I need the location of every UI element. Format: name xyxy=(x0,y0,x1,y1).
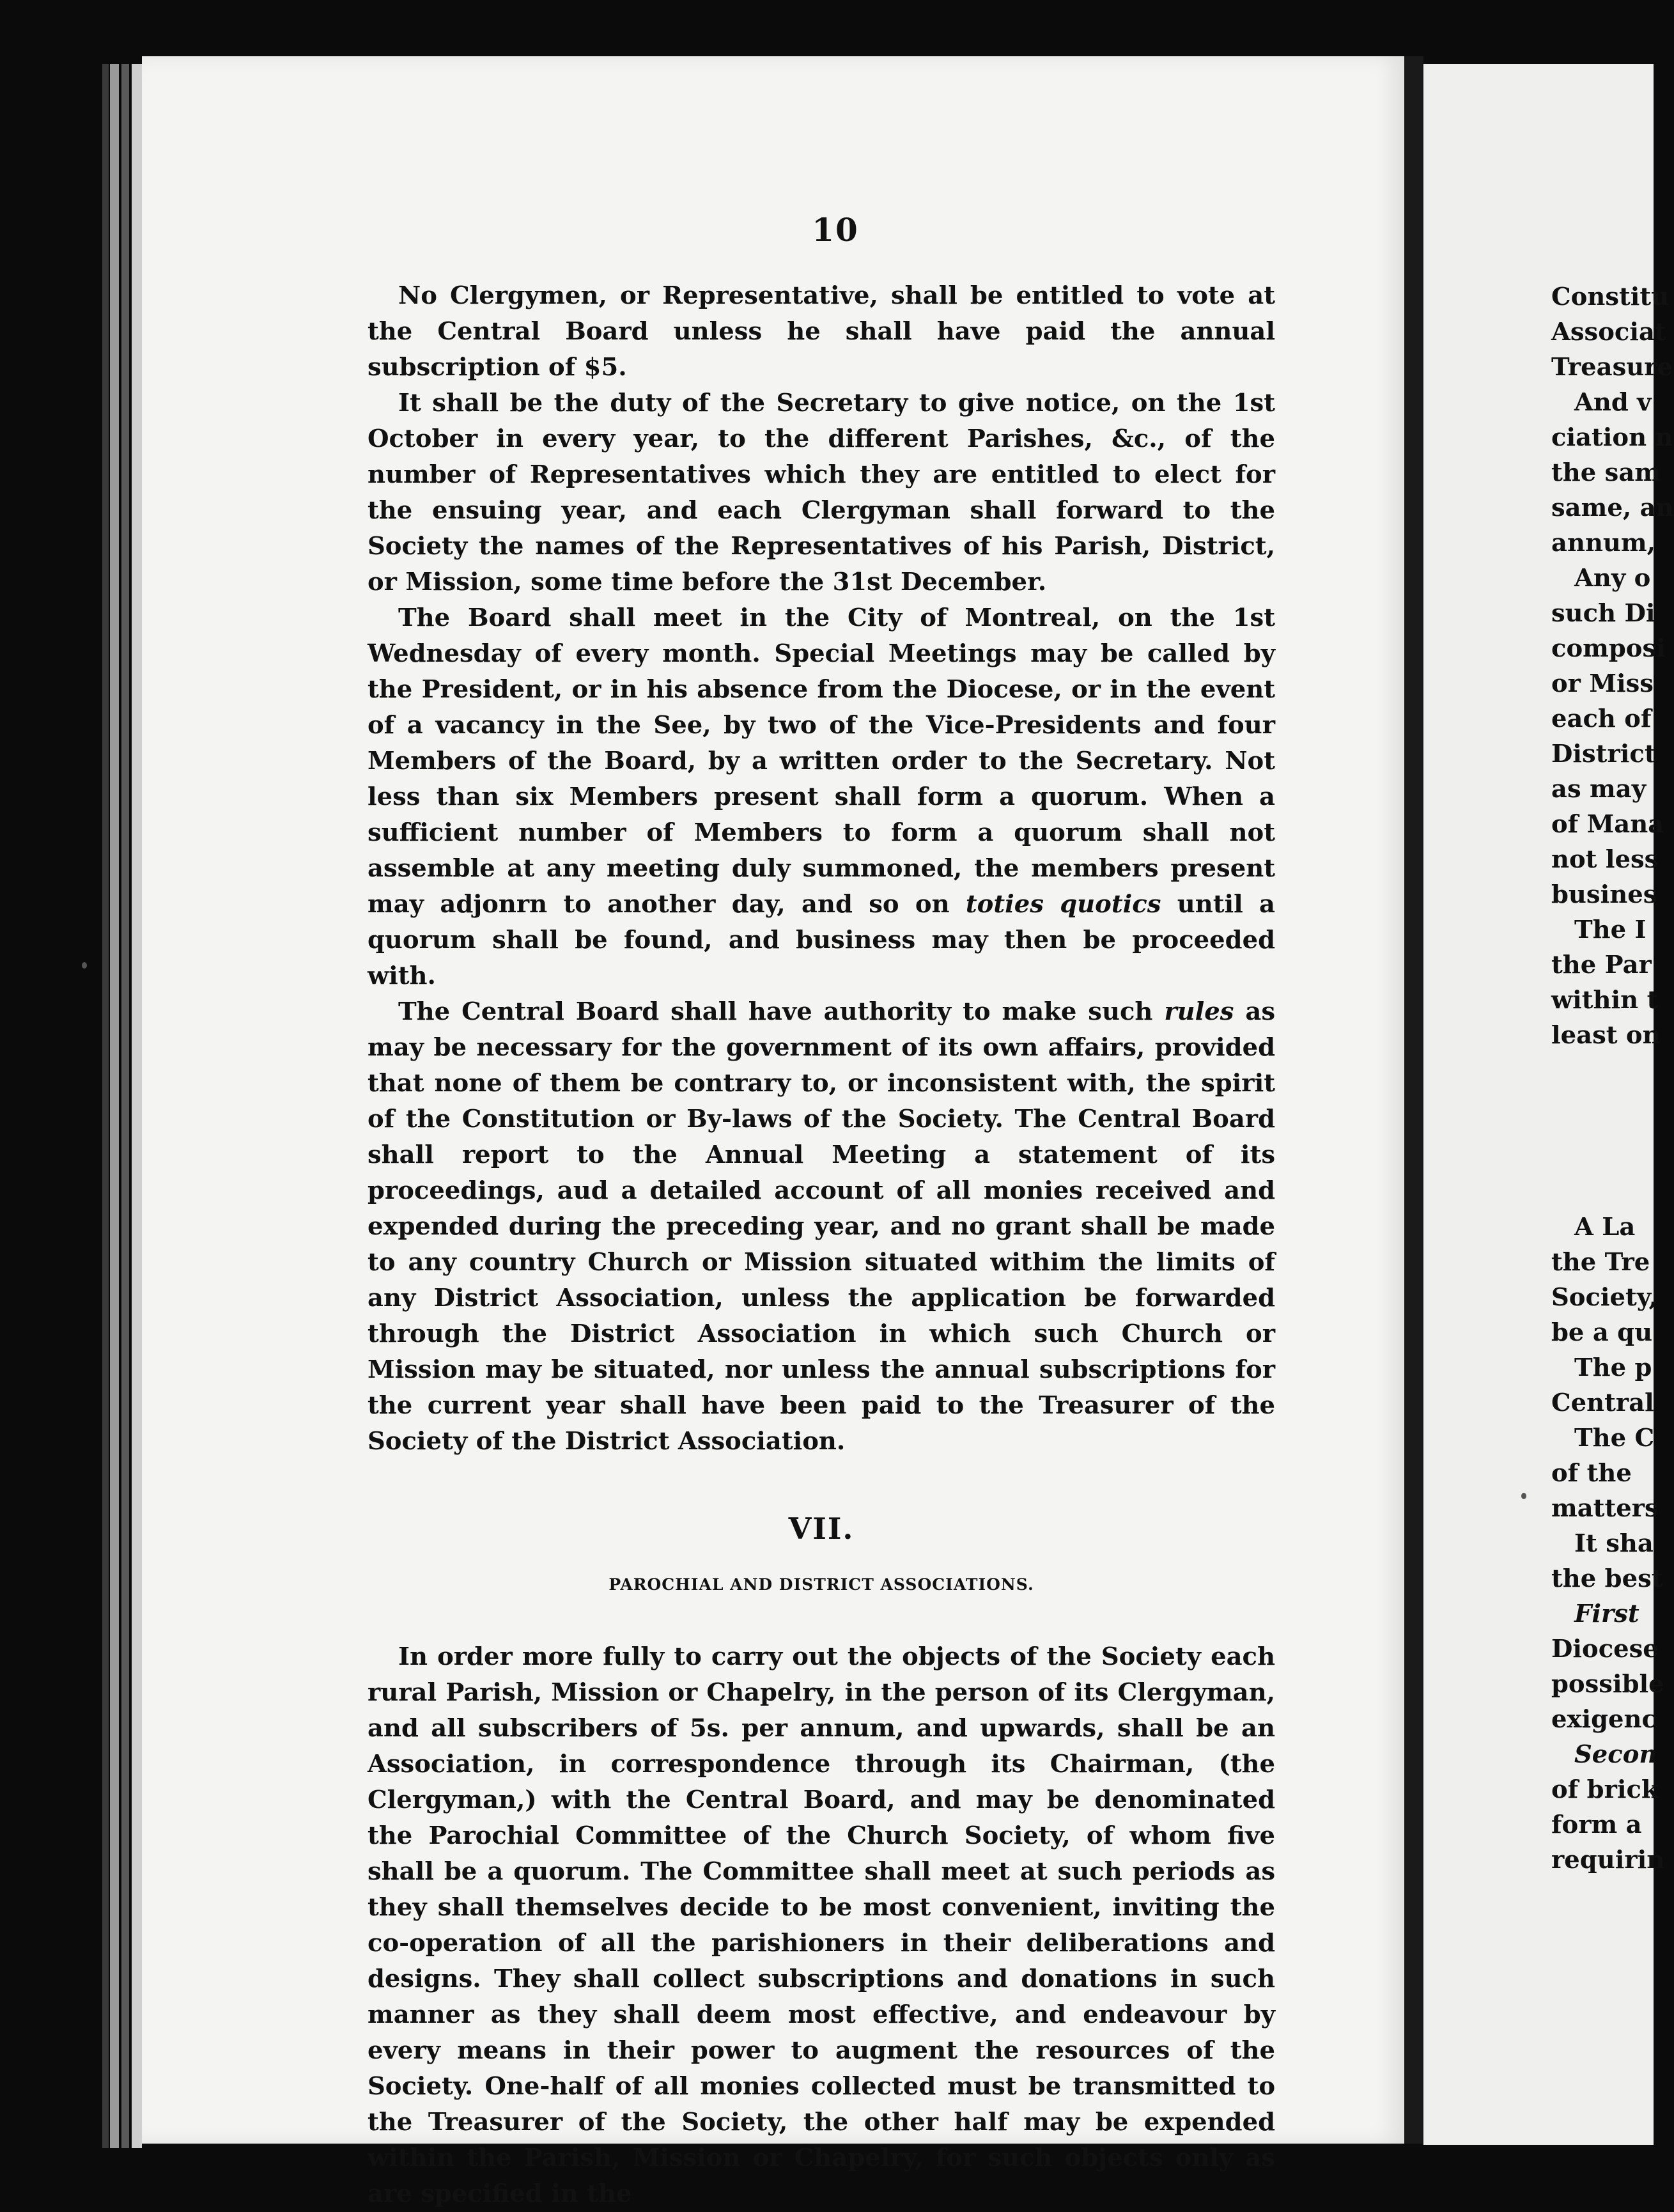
paragraph-text: The Central Board shall have authority to make such xyxy=(398,997,1165,1026)
binding-edge xyxy=(121,64,129,2148)
right-page-line: the Tre xyxy=(1551,1248,1650,1277)
right-page-line: of the xyxy=(1551,1459,1632,1488)
right-page-line: Secon xyxy=(1574,1740,1657,1769)
right-page-line: as may xyxy=(1551,775,1647,804)
right-page-line: District xyxy=(1551,740,1656,768)
right-page-line: the best xyxy=(1551,1564,1663,1593)
right-page-line: matters xyxy=(1551,1494,1659,1523)
right-page-line: The p xyxy=(1574,1353,1652,1382)
binding-edge xyxy=(110,64,119,2148)
right-page xyxy=(1423,64,1674,2145)
binding-edge xyxy=(132,64,142,2148)
right-page-line: busines xyxy=(1551,880,1657,909)
right-page-line: Associat xyxy=(1551,318,1666,347)
right-page-line: The I xyxy=(1574,915,1647,944)
italic-word: rules xyxy=(1164,997,1234,1026)
right-page-line: possible xyxy=(1551,1670,1664,1699)
binding-edge xyxy=(102,64,109,2148)
paragraph xyxy=(368,994,1275,1460)
right-page-line: It sha xyxy=(1574,1529,1654,1558)
right-page-line: Any o xyxy=(1574,564,1651,593)
right-page-line: Society, xyxy=(1551,1283,1657,1312)
right-page-line: same, an xyxy=(1551,494,1674,522)
right-page-line: Constitu xyxy=(1551,283,1670,311)
section-title: PAROCHIAL AND DISTRICT ASSOCIATIONS. xyxy=(608,1575,1034,1594)
paragraph-text: until a quorum shall be found, and business may then be proceeded with. xyxy=(368,890,1276,990)
right-page-line: exigenc xyxy=(1551,1705,1657,1734)
right-page-line: And v xyxy=(1574,388,1652,417)
scan-speck xyxy=(82,962,87,969)
right-page-line: within t xyxy=(1551,986,1659,1015)
right-page-line: composi xyxy=(1551,634,1666,663)
page-number-text: 10 xyxy=(812,211,859,249)
right-page-line: Central xyxy=(1551,1389,1654,1417)
paragraph xyxy=(368,600,1275,994)
right-page-line: or Miss xyxy=(1551,669,1654,698)
scan-speck xyxy=(1521,1493,1526,1499)
right-page-line: form a xyxy=(1551,1811,1642,1839)
right-page-line: not less xyxy=(1551,845,1659,874)
paragraph-text: as may be necessary for the government of its own affairs, provided that none of them be contrary to, or inconsistent with, the spirit of the Constitution or By-laws of the Society. The Central Board shall report to the Annual Meeting a statement of its proceedings, aud a detailed account of all monies received and expended during the preceding year, and no grant shall be made to any country Church or Mission situated withim the limits of any District Association, unless the application be forwarded through the District Association in which such Church or Mission may be situated, nor unless the annual subscriptions for the current year shall have been paid to the Treasurer of the Society of the District Association. xyxy=(368,997,1275,1456)
body-text xyxy=(368,278,1275,2212)
right-page-line: requirin xyxy=(1551,1846,1665,1874)
right-page-line: Diocese xyxy=(1551,1635,1659,1663)
right-page-line: the Par xyxy=(1551,951,1652,979)
right-page-line: annum, xyxy=(1551,529,1656,557)
paragraph: In order more fully to carry out the objects of the Society each rural Parish, Mission or Chapelry, in the person of its Clergyman, and all subscribers of 5s. per annum, and upwards, shall be an Association, in correspondence through its Chairman, (the Clergyman,) with the Central Board, and may be denominated the Parochial Committee of the Church Society, of whom five shall be a quorum. The Committee shall meet at such periods as they shall themselves decide to be most convenient, inviting the co-operation of all the parishioners in their deliberations and designs. They shall collect subscriptions and donations in such manner as they shall deem most effective, and endeavour by every means in their power to augment the resources of the Society. One-half of all monies collected must be transmitted to the Treasurer of the Society, the other half may be expended within the Parish, Mission or Chapelry, for such objects only as are specified in the xyxy=(368,1642,1275,2208)
section-numeral: VII. xyxy=(788,1511,855,1546)
right-page-line: each of xyxy=(1551,705,1652,733)
right-page-line: Treasure xyxy=(1551,353,1673,382)
italic-phrase: toties quotics xyxy=(965,890,1161,919)
right-page-line: of Mana xyxy=(1551,810,1664,839)
paragraph: No Clergymen, or Representative, shall be entitled to vote at the Central Board unless he shall have paid the annual subscription of $5. xyxy=(368,281,1275,382)
right-page-line: such Di xyxy=(1551,599,1655,628)
right-page-line: least on xyxy=(1551,1021,1661,1050)
right-page-line: ciation n xyxy=(1551,423,1673,452)
right-page-line: of brick xyxy=(1551,1775,1659,1804)
right-page-line: be a qu xyxy=(1551,1318,1653,1347)
paragraph: It shall be the duty of the Secretary to give notice, on the 1st October in every year, to the different Parishes, &c., of the number of Representatives which they are entitled to elect for the ensuing year, and each Clergyman shall forward to the Society the names of the Representatives of his Parish, District, or Mission, some time before the 31st December. xyxy=(368,389,1275,596)
right-page-line: the sam xyxy=(1551,458,1661,487)
paragraph-text: The Board shall meet in the City of Montreal, on the 1st Wednesday of every month. Special Meetings may be called by the President, or in his absence from the Diocese, or in the event of a vacancy in the See, by two of the Vice-Presidents and four Members of the Board, by a written order to the Secretary. Not less than six Members present shall form a quorum. When a sufficient number of Members to form a quorum shall not assemble at any meeting duly summoned, the members present may adjonrn to another day, and so on xyxy=(368,604,1275,919)
right-page-line: A La xyxy=(1574,1213,1636,1242)
page-gutter xyxy=(1404,56,1423,2144)
right-page-line: First xyxy=(1574,1600,1639,1628)
right-page-line: The C xyxy=(1574,1424,1655,1453)
